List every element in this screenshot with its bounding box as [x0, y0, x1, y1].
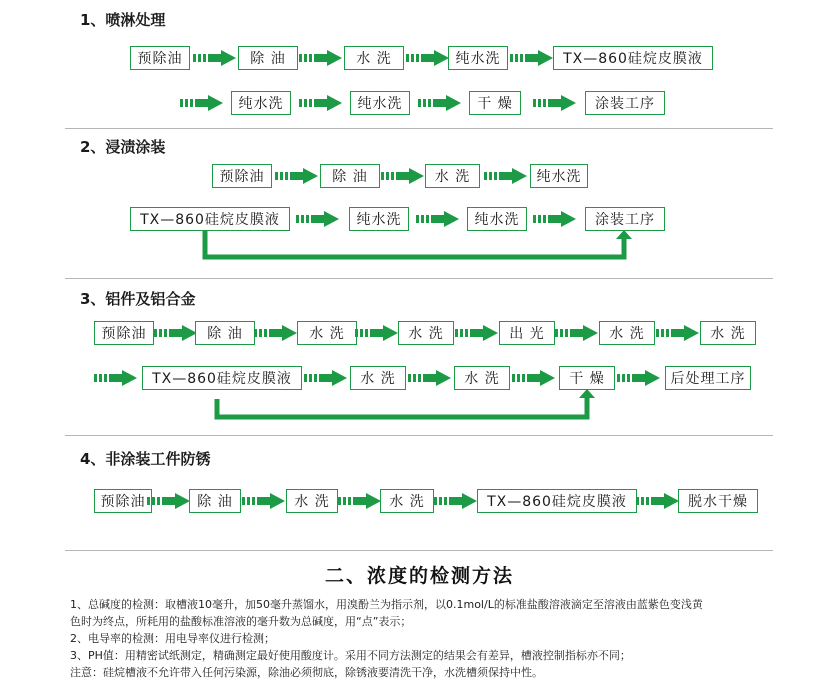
- flow-arrow-icon: [147, 493, 191, 509]
- flow-arrow-icon: [94, 370, 138, 386]
- step-box: 水 洗: [700, 321, 756, 345]
- flow-arrow-icon: [180, 95, 224, 111]
- step-box: 预除油: [94, 321, 154, 345]
- step-box: 干 燥: [559, 366, 615, 390]
- step-box: 水 洗: [454, 366, 510, 390]
- step-box: 除 油: [189, 489, 241, 513]
- step-box: 纯水洗: [448, 46, 508, 70]
- section-3-title: 3、铝件及铝合金: [80, 290, 196, 308]
- note-line: 色时为终点，所耗用的盐酸标准溶液的毫升数为总碱度，用“点”表示；: [70, 615, 412, 628]
- flow-arrow-icon: [512, 370, 556, 386]
- flow-arrow-icon: [154, 325, 198, 341]
- page-heading: 二、浓度的检测方法: [324, 565, 514, 587]
- step-box: 纯水洗: [350, 91, 410, 115]
- flow-arrow-icon: [299, 95, 343, 111]
- step-box: 水 洗: [344, 46, 404, 70]
- flow-arrow-icon: [555, 325, 599, 341]
- flow-arrow-icon: [242, 493, 286, 509]
- section-4-title: 4、非涂装工件防锈: [80, 450, 211, 468]
- step-box: 水 洗: [286, 489, 338, 513]
- flow-arrow-icon: [254, 325, 298, 341]
- flow-arrow-icon: [416, 211, 460, 227]
- flow-arrow-icon: [434, 493, 478, 509]
- flow-arrow-icon: [338, 493, 382, 509]
- step-box: 水 洗: [297, 321, 357, 345]
- step-box: 预除油: [130, 46, 190, 70]
- flow-arrow-icon: [275, 168, 319, 184]
- flow-arrow-icon: [484, 168, 528, 184]
- flow-arrow-icon: [406, 50, 450, 66]
- section-2-title: 2、浸渍涂装: [80, 138, 166, 156]
- flow-arrow-icon: [533, 95, 577, 111]
- flow-arrow-icon: [355, 325, 399, 341]
- step-box: 预除油: [212, 164, 272, 188]
- section-divider: [65, 435, 773, 436]
- step-box: 脱水干燥: [678, 489, 758, 513]
- step-box: 水 洗: [350, 366, 406, 390]
- flow-arrow-icon: [510, 50, 554, 66]
- section-divider: [65, 278, 773, 279]
- return-connector-arrow: [210, 387, 600, 423]
- step-box: 预除油: [94, 489, 152, 513]
- step-box: 纯水洗: [530, 164, 588, 188]
- section-divider: [65, 550, 773, 551]
- flow-arrow-icon: [636, 493, 680, 509]
- flow-arrow-icon: [193, 50, 237, 66]
- step-box: 除 油: [238, 46, 298, 70]
- section-1-title: 1、喷淋处理: [80, 11, 166, 29]
- flow-arrow-icon: [656, 325, 700, 341]
- return-connector-arrow: [200, 228, 640, 264]
- step-box: 干 燥: [469, 91, 521, 115]
- note-line: 2、电导率的检测：用电导率仪进行检测；: [70, 632, 275, 645]
- flow-arrow-icon: [299, 50, 343, 66]
- note-line: 3、PH值：用精密试纸测定，精确测定最好使用酸度计。采用不同方法测定的结果会有差异，槽液控制指标亦不同；: [70, 649, 631, 662]
- step-box: 纯水洗: [231, 91, 291, 115]
- flow-arrow-icon: [408, 370, 452, 386]
- step-box: TX—860硅烷皮膜液: [142, 366, 302, 390]
- step-box: TX—860硅烷皮膜液: [477, 489, 637, 513]
- step-box: 水 洗: [380, 489, 434, 513]
- step-box: TX—860硅烷皮膜液: [130, 207, 290, 231]
- step-box: 纯水洗: [467, 207, 527, 231]
- note-line: 注意：硅烷槽液不允许带入任何污染源，除油必须彻底，除锈液要清洗干净，水洗槽须保持中性。: [70, 666, 543, 679]
- flow-arrow-icon: [533, 211, 577, 227]
- step-box: 涂装工序: [585, 207, 665, 231]
- step-box: 除 油: [195, 321, 255, 345]
- step-box: 纯水洗: [349, 207, 409, 231]
- step-box: 水 洗: [398, 321, 454, 345]
- step-box: 除 油: [320, 164, 380, 188]
- step-box: 水 洗: [599, 321, 655, 345]
- flow-arrow-icon: [381, 168, 425, 184]
- flow-arrow-icon: [455, 325, 499, 341]
- step-box: 水 洗: [425, 164, 480, 188]
- section-divider: [65, 128, 773, 129]
- flow-arrow-icon: [418, 95, 462, 111]
- note-line: 1、总碱度的检测：取槽液10毫升，加50毫升蒸馏水，用溴酚兰为指示剂，以0.1mol/L的标准盐酸溶液滴定至溶液由蓝紫色变浅黄: [70, 598, 703, 611]
- flow-arrow-icon: [304, 370, 348, 386]
- step-box: 后处理工序: [665, 366, 751, 390]
- flow-arrow-icon: [617, 370, 661, 386]
- step-box: 出 光: [499, 321, 555, 345]
- flow-arrow-icon: [296, 211, 340, 227]
- step-box: TX—860硅烷皮膜液: [553, 46, 713, 70]
- step-box: 涂装工序: [585, 91, 665, 115]
